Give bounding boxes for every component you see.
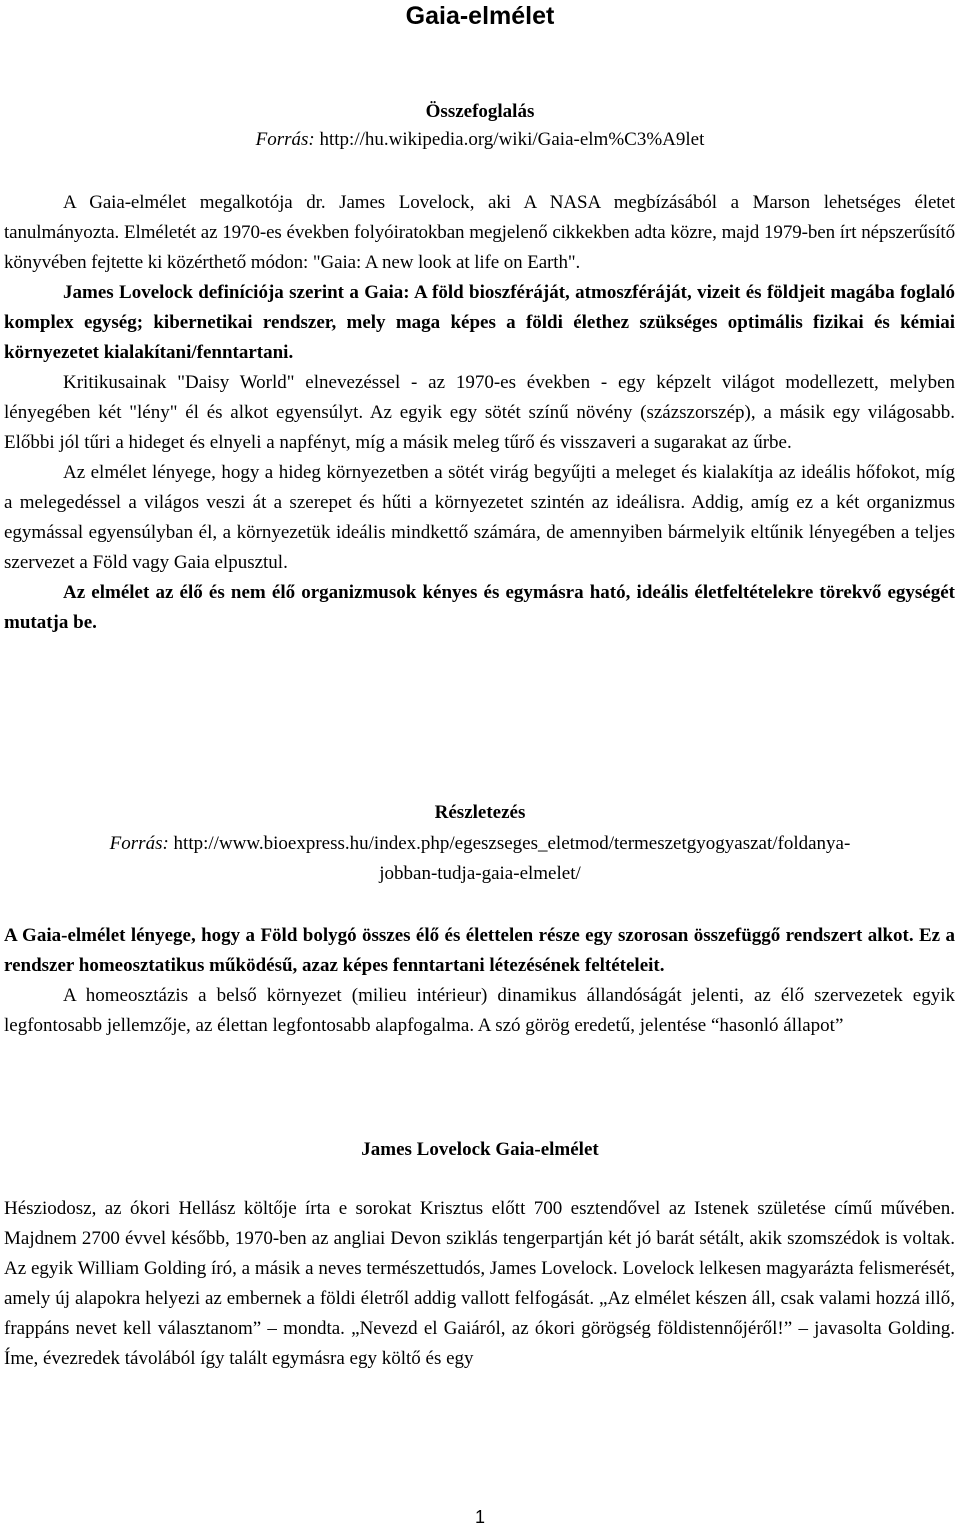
paragraph-homeostasis-intro: A Gaia-elmélet lényege, hogy a Föld bolygó összes élő és élettelen része egy szorosan összefüggő rendszert alkot. Ez a rendszer homeosztatikus működésű, azaz képes fenntartani létezésének feltételeit. (4, 925, 955, 976)
paragraph (4, 188, 955, 638)
page-number: 1 (474, 1507, 485, 1527)
source-label: Forrás: (255, 129, 315, 150)
source-link[interactable]: http://hu.wikipedia.org/wiki/Gaia-elm%C3%A9let (319, 129, 705, 150)
source-line-2-cont (4, 859, 956, 889)
paragraph-text: A Gaia-elmélet megalkotója dr. James Lovelock, aki A NASA megbízásából a Marson lehetséges életet tanulmányozta. Elméletét az 1970-es években folyóiratokban megjelenő cikkekben adta közre, majd 1979-ben írt népszerűsítő könyvében fejtette ki közérthető módon: "Gaia: A new look at life on Earth". (4, 192, 955, 273)
paragraph-homeostasis-definition: A homeosztázis a belső környezet (milieu intérieur) dinamikus állandóságát jelenti, az élő szervezetek egyik legfontosabb jellemzője, az élettan legfontosabb alapfogalma. A szó görög eredetű, jelentése “hasonló állapot” (4, 985, 955, 1036)
document-title: Gaia-elmélet (405, 2, 555, 30)
source-link-continued[interactable]: jobban-tudja-gaia-elmelet/ (379, 863, 581, 884)
section-heading-details: Részletezés (434, 802, 526, 823)
source-line-2 (4, 829, 956, 859)
source-line-1 (4, 125, 956, 155)
section-heading-lovelock: James Lovelock Gaia-elmélet (361, 1139, 599, 1160)
paragraph-definition: James Lovelock definíciója szerint a Gaia: A föld bioszféráját, atmoszféráját, vizeit és földjeit magába foglaló komplex egység; kibernetikai rendszer, mely maga képes a földi élethez szükséges optimális fizikai és kémiai környezetet kialakítani/fenntartani. (4, 282, 955, 363)
details-block (4, 921, 955, 1041)
source-link[interactable]: http://www.bioexpress.hu/index.php/egeszseges_eletmod/termeszetgyogyaszat/foldanya- (173, 833, 851, 854)
paragraph-daisy-world: Kritikusainak "Daisy World" elnevezéssel - az 1970-es években - egy képzelt világot modellezett, melyben lényegében két "lény" él és alkot egyensúlyt. Az egyik egy sötét színű növény (százszorszép), a másik egy világosabb. Előbbi jól tűri a hideget és elnyeli a napfényt, míg a másik meleg tűrő és visszaveri a sugarakat az űrbe. (4, 372, 955, 453)
paragraph-lovelock-story: Hésziodosz, az ókori Hellász költője írta e sorokat Krisztus előtt 700 esztendővel az Istenek születése című művében. Majdnem 2700 évvel később, 1970-ben az angliai Devon sziklás tengerpartján két jó barát sétált, akik szomszédok is voltak. Az egyik William Golding író, a másik a neves természettudós, James Lovelock. Lovelock lelkesen magyarázta felismerését, amely új alapokra helyezi az embernek a földi életről addig vallott felfogását. „Az elmélet készen áll, csak valami hozzá illő, frappáns nevet kell választanom” – mondta. „Nevezd el Gaiáról, az ókori görögség földistennőjéről!” – javasolta Golding. Íme, évezredek távolából így talált egymásra egy költő és egy (4, 1198, 955, 1369)
paragraph-conclusion: Az elmélet az élő és nem élő organizmusok kényes és egymásra ható, ideális életfeltételekre törekvő egységét mutatja be. (4, 582, 955, 633)
section-heading-summary: Összefoglalás (425, 101, 535, 122)
paragraph-theory-essence: Az elmélet lényege, hogy a hideg környezetben a sötét virág begyűjti a meleget és kialakítja az ideális hőfokot, míg a melegedéssel a világos veszi át a szerepet és hűti a környezetet szintén az ideálisra. Addig, amíg ez a két organizmus egymással egyensúlyban él, a környezetük ideális mindkettő számára, de amennyiben bármelyik eltűnik lényegében a teljes szervezet a Föld vagy Gaia elpusztul. (4, 462, 955, 573)
source-label: Forrás: (109, 833, 169, 854)
lovelock-block (4, 1194, 955, 1374)
